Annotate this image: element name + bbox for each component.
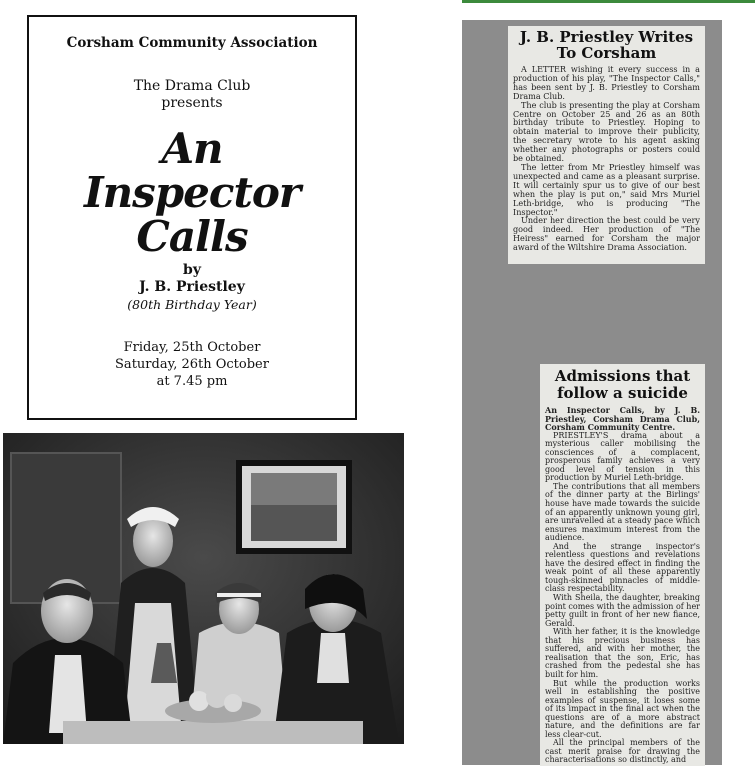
author-name: J. B. Priestley [139, 279, 245, 295]
clipping1-paragraph: The club is presenting the play at Corsham Centre on October 25 and 26 as an 80th birthday tribute to Priestley. Hoping to obtain material to improve their publicity, the secretary wrote to his agent asking whether any photographs or posters could be obtained. [513, 99, 700, 164]
date-friday: Friday, 25th October [123, 340, 261, 355]
clipping1-body [513, 65, 700, 252]
clipping1-paragraph: Under her direction the best could be very good indeed. Her production of "The Heiress" earned for Corsham the major award of the Wiltshire Drama Association. [513, 215, 700, 253]
clipping1-paragraph: The letter from Mr Priestley himself was unexpected and came as a pleasant surprise. It will certainly spur us to give of our best when the play is put on," said Mrs Muriel Leth-bridge, who is producing "The Inspector." [513, 161, 700, 217]
programme-cover [27, 15, 357, 420]
clipping2-paragraph: PRIESTLEY'S drama about a mysterious caller mobilising the consciences of a complacent, prosperous family achieves a very good level of tension in this production by Muriel Leth-bridge. [545, 430, 700, 483]
presents-text: presents [161, 95, 223, 111]
play-title-line1: An [161, 124, 223, 173]
clipping2-paragraph: And the strange inspector's relentless questions and revelations have the desired effect in finding the weak point of all these apparently tough-skinned pinnacles of middle-class respectability. [545, 541, 700, 594]
clipping2-headline: Admissions that follow a suicide [554, 367, 691, 402]
club-name: The Drama Club [133, 78, 251, 94]
clipping-review [540, 364, 705, 766]
author-block [29, 262, 355, 313]
clipping-priestley-letter [508, 26, 705, 264]
play-title [29, 124, 355, 261]
cast-photo [3, 433, 404, 744]
birthday-year: (80th Birthday Year) [127, 297, 257, 312]
clipping1-headline: J. B. Priestley Writes To Corsham [519, 28, 694, 62]
clipping2-paragraph: With Sheila, the daughter, breaking point comes with the admission of her petty guilt in front of her new fiance, Gerald. [545, 593, 700, 628]
play-title-line3: Calls [136, 212, 248, 261]
clipping2-paragraph: All the principal members of the cast merit praise for drawing the characterisations so distinctly, and [545, 738, 700, 765]
club-presents [29, 78, 355, 112]
clipping2-paragraph: With her father, it is the knowledge that his precious business has suffered, and with her mother, the realisation that the son, Eric, has crashed from the pedestal she has built for him. [545, 627, 700, 679]
clipping2-body [545, 406, 700, 765]
clipping1-paragraph: A LETTER wishing it every success in a production of his play, "The Inspector Calls," has been sent by J. B. Priestley to Corsham Drama Club. [513, 64, 700, 101]
play-title-line2: Inspector [83, 168, 301, 217]
clipping2-credit: An Inspector Calls, by J. B. Priestley, Corsham Drama Club, Corsham Community Centre. [545, 405, 700, 433]
by-text: by [183, 262, 201, 278]
clipping2-paragraph: The contributions that all members of the dinner party at the Birlings' house have made towards the suicide of an apparently unknown young girl, are unravelled at a steady pace which ensures maximum interest from the audience. [545, 481, 700, 543]
date-saturday: Saturday, 26th October [115, 357, 269, 372]
cast-photo-illustration [3, 433, 404, 744]
performance-time: at 7.45 pm [156, 374, 228, 389]
top-rule [462, 0, 755, 3]
association-name: Corsham Community Association [66, 35, 318, 51]
performance-dates [29, 339, 355, 390]
clipping2-paragraph: But while the production works well in establishing the positive examples of suspense, it loses some of its impact in the final act when the questions are of a more abstract nature, and the definitions are far less clear-cut. [545, 678, 700, 739]
